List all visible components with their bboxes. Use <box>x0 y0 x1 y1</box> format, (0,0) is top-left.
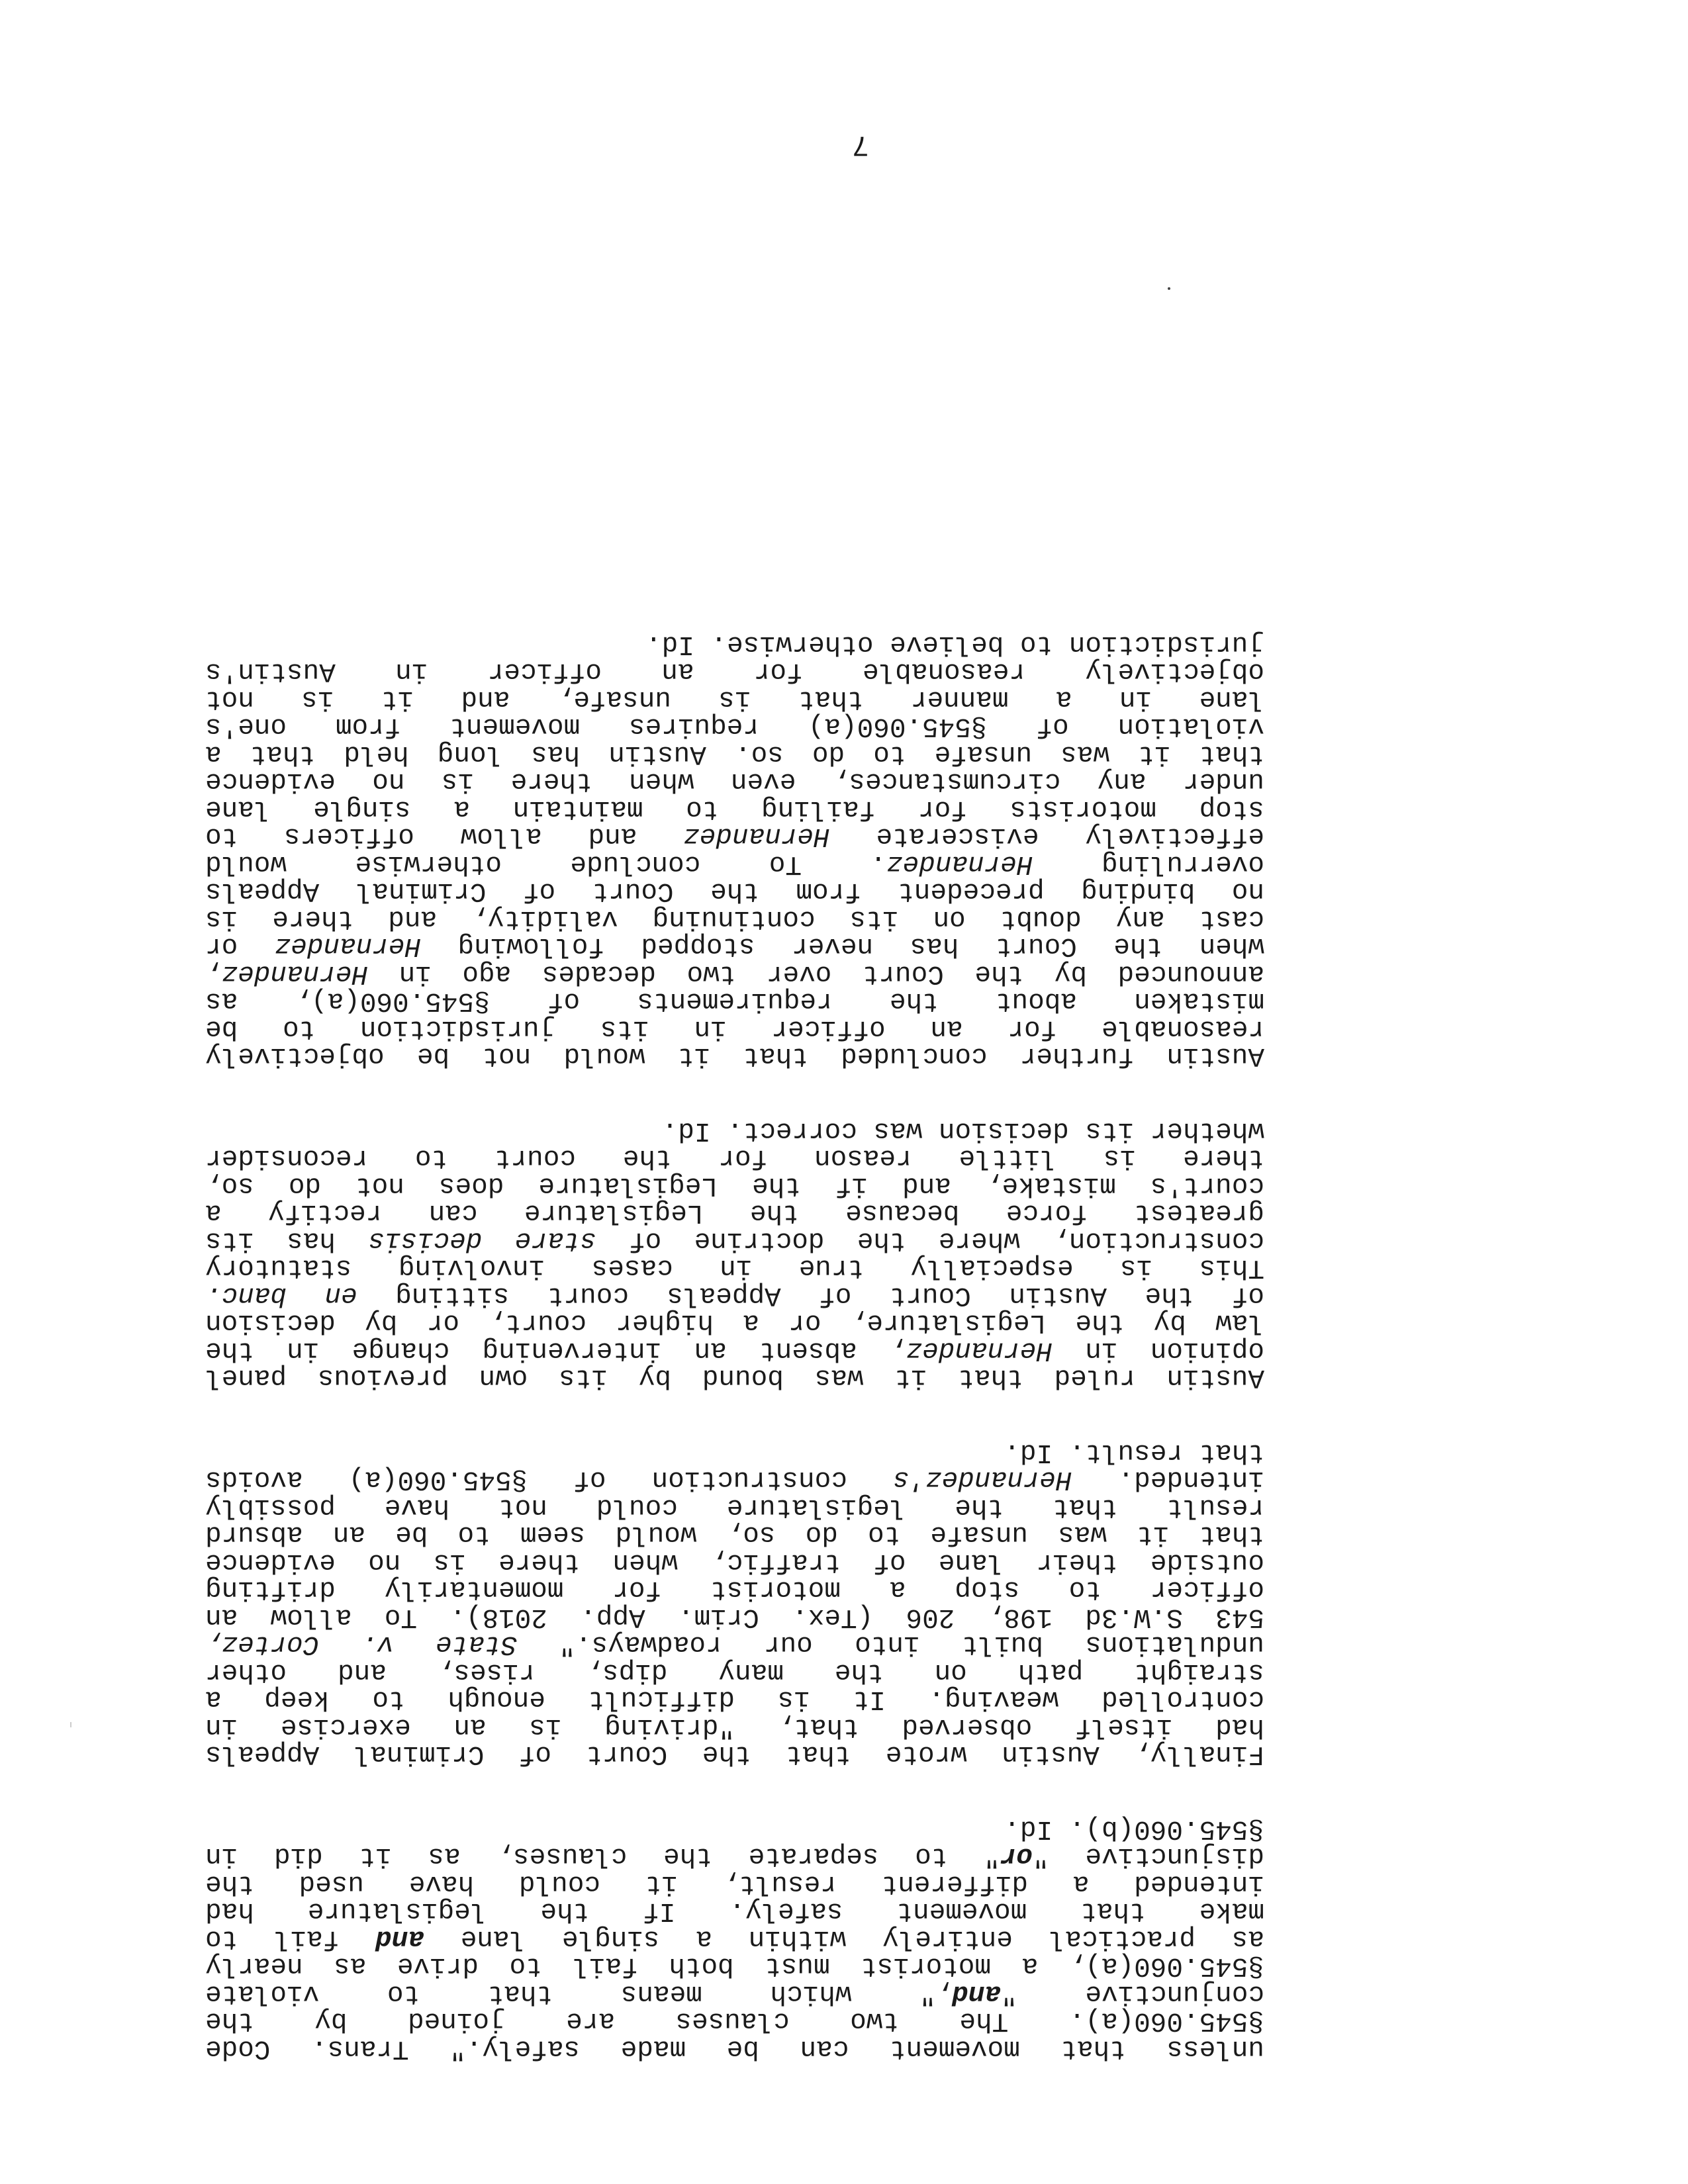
text-line: disjunctive "or" to separate the clauses, as it did in <box>205 1841 1264 1872</box>
text-line: as practical entirely within a single lane and fail to <box>205 1923 1264 1954</box>
text-line: straight path on the many dips, rises, and other <box>205 1657 1264 1687</box>
text-line: there is little reason for the court to reconsider <box>205 1142 1264 1173</box>
text-line: when the Court has never stopped following Hernandez or <box>205 931 1264 962</box>
text-line: Austin ruled that it was bound by its own previous panel <box>205 1362 1264 1393</box>
text-line: whether its decision was correct. Id. <box>661 1115 1264 1146</box>
text-line: greatest force because the Legislature can rectify a <box>205 1197 1264 1228</box>
text-line: objectively reasonable for an officer in Austin's <box>205 656 1264 687</box>
text-line: unless that movement can be made safely." Trans. Code <box>205 2033 1264 2064</box>
text-line: reasonable for an officer in its jurisdiction to be <box>205 1013 1264 1044</box>
text-line: §545.060(a), a motorist must both fail to drive as nearly <box>205 1950 1264 1981</box>
text-line: announced by the Court over two decades ago in Hernandez, <box>205 958 1264 989</box>
text-line: lane in a manner that is unsafe, and it is not <box>205 684 1264 714</box>
text-line: intended. Hernandez's construction of §545.060(a) avoids <box>205 1464 1264 1495</box>
text-line: 543 S.W.3d 198, 206 (Tex. Crim. App. 2018). To allow an <box>205 1602 1264 1632</box>
text-line: jurisdiction to believe otherwise. Id. <box>645 629 1264 659</box>
text-line: controlled weaving. It is difficult enough to keep a <box>205 1684 1264 1715</box>
text-line: violation of §545.060(a) requires movement from one's <box>205 711 1264 742</box>
text-line: §545.060(a). The two clauses are joined by the <box>205 2005 1264 2036</box>
text-line: of the Austin Court of Appeals court sitting en banc. <box>205 1280 1264 1310</box>
text-line: cast any doubt on its continuing validity, and there is <box>205 903 1264 934</box>
text-line: that it was unsafe to do so, would seem to be an absurd <box>205 1519 1264 1550</box>
text-line: outside their lane of traffic, when there is no evidence <box>205 1547 1264 1577</box>
text-line: Finally, Austin wrote that the Court of Criminal Appeals <box>205 1739 1264 1770</box>
text-line: opinion in Hernandez, absent an intervening change in the <box>205 1335 1264 1365</box>
text-line: construction, where the doctrine of stare decisis has its <box>205 1225 1264 1255</box>
text-line: court's mistake, and if the Legislature does not do so, <box>205 1170 1264 1201</box>
text-line: undulations built into our roadways." State v. Cortez, <box>205 1629 1264 1660</box>
body-text <box>205 630 1264 2062</box>
text-line: make that movement safely. If the legislature had <box>205 1895 1264 1927</box>
scan-edge-mark <box>70 1722 71 1727</box>
paragraph-3 <box>205 1116 1264 1391</box>
text-line: overruling Hernandez. To conclude otherwise would <box>205 848 1264 879</box>
text-line: stop motorists for failing to maintain a single lane <box>205 794 1264 824</box>
paragraph-2 <box>205 1438 1264 1768</box>
text-line: This is especially true in cases involving statutory <box>205 1252 1264 1283</box>
text-line: effectively eviscerate Hernandez and allow officers to <box>205 821 1264 852</box>
text-line: Austin further concluded that it would not be objectively <box>205 1040 1264 1071</box>
text-line: §545.060(b). Id. <box>1004 1813 1264 1844</box>
text-line: conjunctive "and," which means that to violate <box>205 1978 1264 2009</box>
text-line: intended a different result, it could have used the <box>205 1868 1264 1899</box>
text-line: law by the Legislature, or a higher court, or by decision <box>205 1307 1264 1338</box>
text-line: no binding precedent from the Court of Criminal Appeals <box>205 876 1264 907</box>
text-line: that result. Id. <box>1004 1437 1264 1467</box>
page-number: 7 <box>851 128 870 161</box>
scan-speck <box>1168 287 1170 290</box>
text-line: result that the legislature could not have possibly <box>205 1492 1264 1522</box>
text-line: mistaken about the requirements of §545.060(a), as <box>205 985 1264 1017</box>
paragraph-1 <box>205 1815 1264 2062</box>
text-line: had itself observed that, "driving is an exercise in <box>205 1711 1264 1742</box>
text-line: officer to stop a motorist for momentarily drifting <box>205 1574 1264 1605</box>
text-line: that it was unsafe to do so. Austin has long held that a <box>205 739 1264 769</box>
paragraph-4 <box>205 630 1264 1069</box>
text-line: under any circumstances, even when there is no evidence <box>205 766 1264 797</box>
